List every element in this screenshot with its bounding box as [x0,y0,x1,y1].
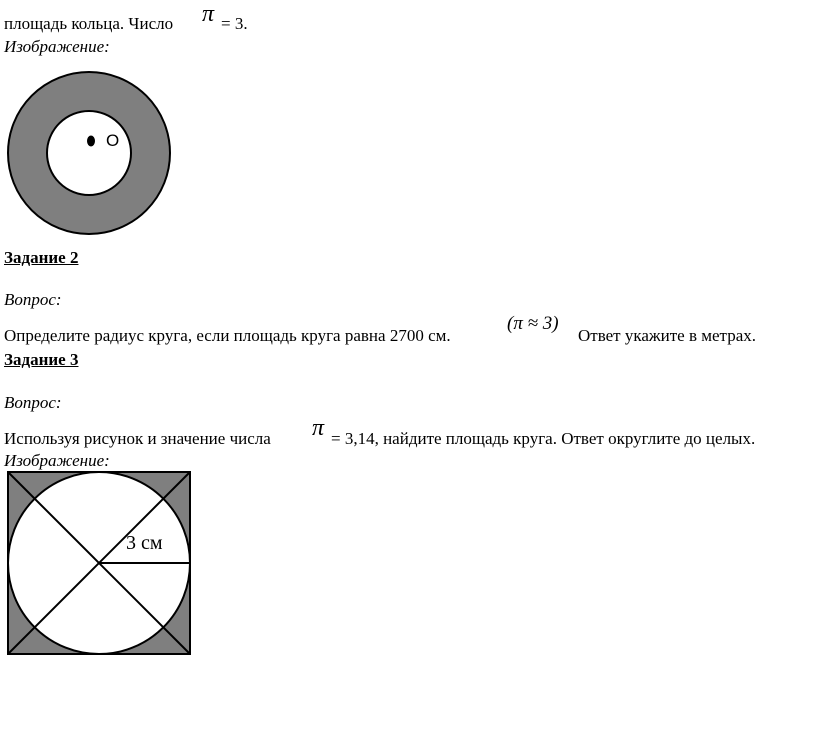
ring-inner-circle [47,111,131,195]
ring-figure [6,70,176,240]
intro-image-label: Изображение: [4,37,110,56]
task3-heading: Задание 3 [4,350,79,369]
intro-pi-symbol: π [202,1,215,27]
square-circle-figure [6,470,196,660]
task2-question-label: Вопрос: [4,290,62,309]
intro-pi-value: = 3. [221,14,248,33]
task2-heading: Задание 2 [4,248,79,267]
intro-line-text: площадь кольца. Число [4,14,174,33]
ring-center-point [87,136,95,147]
ring-center-label: O [106,131,120,150]
intro-text [4,14,173,34]
task3-text-before: Используя рисунок и значение числа [4,429,271,448]
task3-pi-symbol: π [312,415,325,441]
task2-formula: (π ≈ 3) [507,313,559,334]
task2-text-after: Ответ укажите в метрах. [578,326,756,345]
task3-question-label: Вопрос: [4,393,62,412]
radius-label: 3 см [126,532,163,554]
task3-image-label: Изображение: [4,451,110,470]
task2-text-before: Определите радиус круга, если площадь круга равна 2700 см. [4,326,451,345]
task3-text-after: = 3,14, найдите площадь круга. Ответ округлите до целых. [331,429,756,448]
